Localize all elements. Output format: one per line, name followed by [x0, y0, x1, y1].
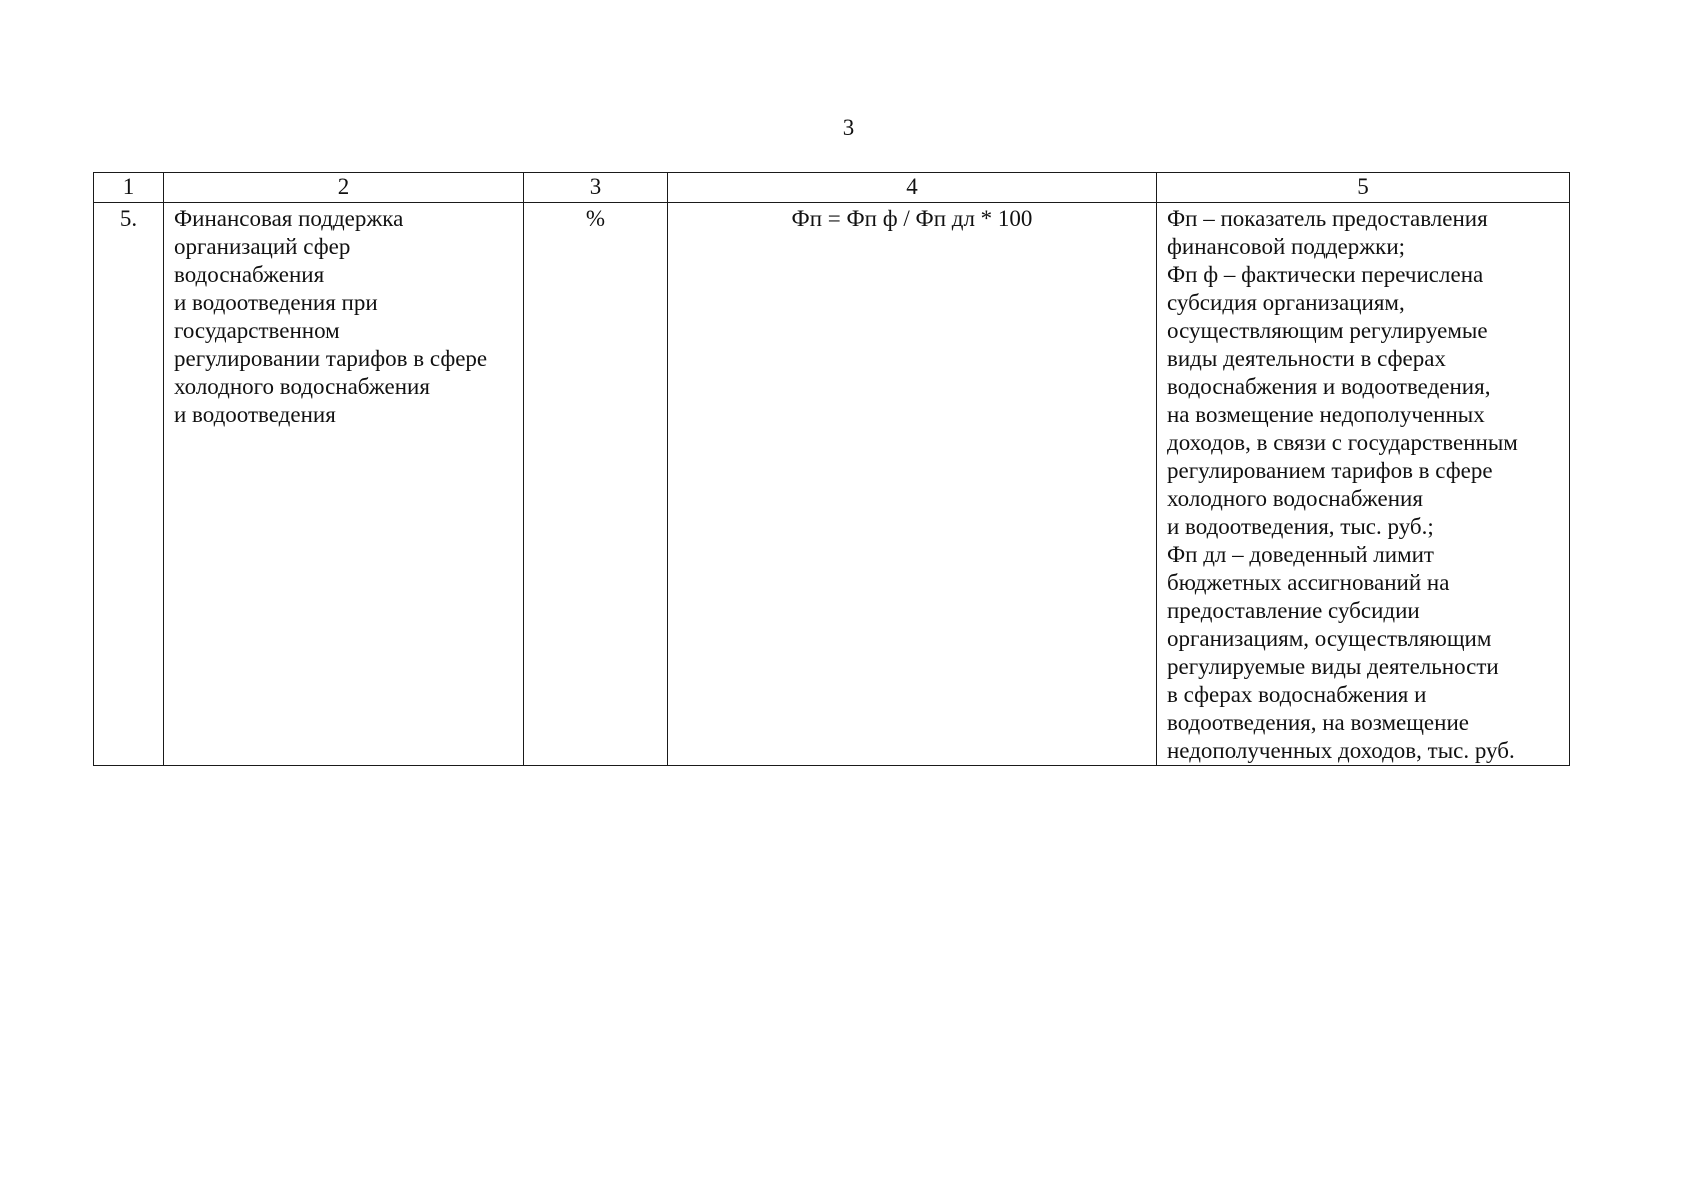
indicator-name-line: водоснабжения: [174, 262, 325, 287]
indicator-name-cell: [164, 203, 524, 766]
indicator-name-line: и водоотведения: [174, 402, 336, 427]
description-line: в сферах водоснабжения и: [1167, 682, 1427, 707]
header-cell-5: 5: [1157, 173, 1570, 203]
page-number: 3: [842, 115, 855, 140]
description-line: бюджетных ассигнований на: [1167, 570, 1450, 595]
description-line: регулируемые виды деятельности: [1167, 654, 1499, 679]
indicator-name-line: организаций сфер: [174, 234, 351, 259]
table-row: [94, 203, 1570, 766]
description-line: недополученных доходов, тыс. руб.: [1167, 738, 1515, 763]
indicator-table: [93, 172, 1570, 766]
header-cell-4: 4: [668, 173, 1157, 203]
description-line: холодного водоснабжения: [1167, 486, 1423, 511]
description-line: на возмещение недополученных: [1167, 402, 1485, 427]
description-line: Фп – показатель предоставления: [1167, 206, 1488, 231]
indicator-name-line: холодного водоснабжения: [174, 374, 430, 399]
description-line: Фп дл – доведенный лимит: [1167, 542, 1434, 567]
description-line: организациям, осуществляющим: [1167, 626, 1492, 651]
row-number-cell: [94, 203, 164, 766]
description-line: Фп ф – фактически перечислена: [1167, 262, 1484, 287]
table-header-row: [94, 173, 1570, 203]
header-cell-3: 3: [524, 173, 668, 203]
description-line: регулированием тарифов в сфере: [1167, 458, 1493, 483]
header-cell-1: 1: [94, 173, 164, 203]
description-line: субсидия организациям,: [1167, 290, 1405, 315]
formula-cell: [668, 203, 1157, 766]
indicator-name-line: Финансовая поддержка: [174, 206, 404, 231]
description-line: доходов, в связи с государственным: [1167, 430, 1518, 455]
row-number: 5.: [119, 206, 138, 231]
description-line: осуществляющим регулируемые: [1167, 318, 1488, 343]
unit-cell: [524, 203, 668, 766]
description-line: водоотведения, на возмещение: [1167, 710, 1469, 735]
description-cell: [1157, 203, 1570, 766]
description-line: водоснабжения и водоотведения,: [1167, 374, 1491, 399]
description-line: и водоотведения, тыс. руб.;: [1167, 514, 1434, 539]
description-line: предоставление субсидии: [1167, 598, 1420, 623]
unit-value: %: [585, 206, 606, 231]
description-line: финансовой поддержки;: [1167, 234, 1406, 259]
indicator-name-line: государственном: [174, 318, 340, 343]
indicator-name-line: регулировании тарифов в сфере: [174, 346, 488, 371]
description-line: виды деятельности в сферах: [1167, 346, 1446, 371]
formula: Фп = Фп ф / Фп дл * 100: [791, 206, 1033, 231]
header-cell-2: 2: [164, 173, 524, 203]
indicator-name-line: и водоотведения при: [174, 290, 378, 315]
